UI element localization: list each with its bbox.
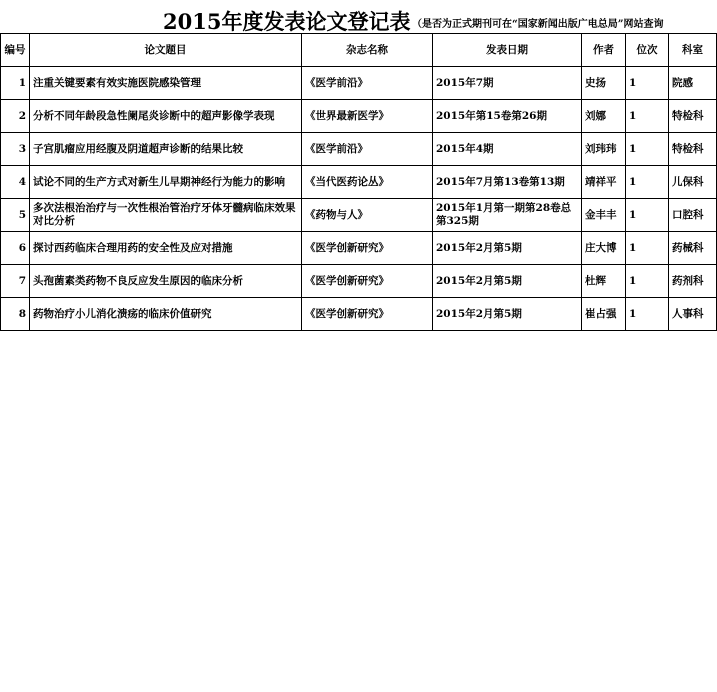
cell-number: 5 [1,199,30,232]
cell-number: 8 [1,298,30,331]
cell-department: 特检科 [669,100,717,133]
cell-number: 6 [1,232,30,265]
header-number: 编号 [1,34,30,67]
cell-department: 院感 [669,67,717,100]
page-title: 2015年度发表论文登记表 [163,9,411,34]
cell-department: 儿保科 [669,166,717,199]
cell-department: 口腔科 [669,199,717,232]
cell-department: 特检科 [669,133,717,166]
cell-number: 7 [1,265,30,298]
header-department: 科室 [669,34,717,67]
table-row [1,232,717,265]
cell-author: 崔占强 [582,298,626,331]
cell-publish-date: 2015年2月第5期 [433,232,582,265]
cell-publish-date: 2015年4期 [433,133,582,166]
cell-publish-date: 2015年第15卷第26期 [433,100,582,133]
table-row [1,298,717,331]
cell-rank: 1 [626,100,669,133]
cell-department: 药械科 [669,232,717,265]
header-row [1,34,717,67]
cell-rank: 1 [626,199,669,232]
cell-author: 杜辉 [582,265,626,298]
cell-publish-date: 2015年7月第13卷第13期 [433,166,582,199]
cell-journal: 《医学前沿》 [302,133,433,166]
cell-author: 史扬 [582,67,626,100]
cell-paper-title: 试论不同的生产方式对新生儿早期神经行为能力的影响 [30,166,302,199]
cell-journal: 《当代医药论丛》 [302,166,433,199]
cell-author: 刘娜 [582,100,626,133]
cell-rank: 1 [626,67,669,100]
header-journal: 杂志名称 [302,34,433,67]
cell-publish-date: 2015年1月第一期第28卷总第325期 [433,199,582,232]
table-row [1,133,717,166]
cell-journal: 《医学创新研究》 [302,298,433,331]
cell-paper-title: 药物治疗小儿消化溃疡的临床价值研究 [30,298,302,331]
paper-registration-table [0,33,717,331]
cell-rank: 1 [626,232,669,265]
header-paper-title: 论文题目 [30,34,302,67]
cell-paper-title: 子宫肌瘤应用经腹及阴道超声诊断的结果比较 [30,133,302,166]
cell-rank: 1 [626,298,669,331]
cell-author: 靖祥平 [582,166,626,199]
table-row [1,166,717,199]
cell-publish-date: 2015年2月第5期 [433,298,582,331]
cell-journal: 《医学创新研究》 [302,232,433,265]
cell-number: 3 [1,133,30,166]
cell-author: 金丰丰 [582,199,626,232]
table-row [1,265,717,298]
cell-department: 药剂科 [669,265,717,298]
cell-journal: 《世界最新医学》 [302,100,433,133]
cell-department: 人事科 [669,298,717,331]
cell-number: 2 [1,100,30,133]
table-row [1,67,717,100]
cell-journal: 《医学前沿》 [302,67,433,100]
cell-rank: 1 [626,166,669,199]
cell-rank: 1 [626,133,669,166]
cell-paper-title: 探讨西药临床合理用药的安全性及应对措施 [30,232,302,265]
cell-paper-title: 注重关键要素有效实施医院感染管理 [30,67,302,100]
cell-number: 4 [1,166,30,199]
cell-journal: 《医学创新研究》 [302,265,433,298]
header-publish-date: 发表日期 [433,34,582,67]
cell-author: 刘玮玮 [582,133,626,166]
cell-paper-title: 分析不同年龄段急性阑尾炎诊断中的超声影像学表现 [30,100,302,133]
cell-author: 庄大博 [582,232,626,265]
cell-journal: 《药物与人》 [302,199,433,232]
cell-publish-date: 2015年7期 [433,67,582,100]
cell-publish-date: 2015年2月第5期 [433,265,582,298]
table-row [1,100,717,133]
sheet-title-bar [0,0,717,34]
title-note: （是否为正式期刊可在“国家新闻出版广电总局”网站查询 [412,19,664,30]
cell-number: 1 [1,67,30,100]
header-rank: 位次 [626,34,669,67]
cell-paper-title: 头孢菌素类药物不良反应发生原因的临床分析 [30,265,302,298]
cell-rank: 1 [626,265,669,298]
cell-paper-title: 多次法根治治疗与一次性根治管治疗牙体牙髓病临床效果对比分析 [30,199,302,232]
header-author: 作者 [582,34,626,67]
table-row [1,199,717,232]
